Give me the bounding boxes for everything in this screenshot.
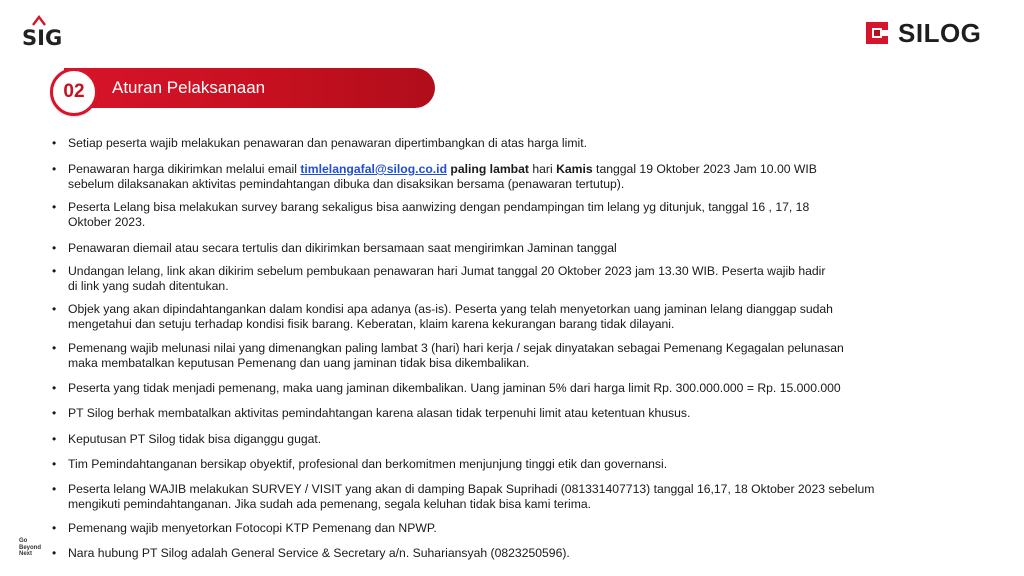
list-item-text: hari (528, 162, 557, 176)
section-number: 02 (63, 81, 85, 102)
section-header-bar (64, 68, 435, 108)
list-item (52, 406, 972, 421)
silog-logo-text: SILOG (898, 17, 982, 48)
list-item (52, 162, 972, 191)
list-item-text: Objek yang akan dipindahtangankan dalam kondisi apa adanya (as-is). Peserta yang telah menyetorkan uang jaminan lelang dianggap sudah (68, 302, 833, 316)
bullet-dot: • (52, 241, 57, 255)
list-item (52, 546, 972, 561)
bullet-dot: • (52, 264, 57, 278)
bullet-dot: • (52, 136, 57, 150)
sig-logo-text: SIG (22, 26, 63, 50)
list-item (52, 264, 972, 293)
footer-tagline-line: Beyond (19, 544, 42, 551)
list-item-text: Undangan lelang, link akan dikirim sebelum pembukaan penawaran hari Jumat tanggal 20 Oktober 2023 jam 13.30 WIB. Peserta wajib hadir (68, 264, 826, 278)
bullet-dot: • (52, 521, 57, 535)
bullet-dot: • (52, 482, 57, 496)
footer-tagline-line: Next (19, 551, 33, 557)
deadline-emphasis: paling lambat (450, 162, 529, 176)
bullet-dot: • (52, 162, 57, 176)
list-item-text: Peserta yang tidak menjadi pemenang, maka uang jaminan dikembalikan. Uang jaminan 5% dari harga limit Rp. 300.000.000 = Rp. 15.000.000 (68, 381, 841, 395)
list-item-text: Pemenang wajib menyetorkan Fotocopi KTP Pemenang dan NPWP. (68, 521, 437, 535)
bullet-dot: • (52, 406, 57, 420)
list-item (52, 521, 972, 536)
list-item-text-line2: mengetahui dan setuju terhadap kondisi fisik barang. Keberatan, klaim karena kekurangan barang tidak dilayani. (68, 316, 675, 331)
list-item-text: Peserta lelang WAJIB melakukan SURVEY / VISIT yang akan di damping Bapak Suprihadi (081331407713) tanggal 16,17, 18 Oktober 2023 sebelum (68, 482, 875, 496)
sig-logo (22, 14, 78, 50)
list-item (52, 341, 972, 370)
list-item (52, 136, 972, 151)
list-item-text-line2: sebelum dilaksanakan aktivitas pemindahtangan dibuka dan disaksikan bersama (penawaran tertutup). (68, 176, 625, 191)
sig-logo-icon (32, 14, 46, 26)
list-item-text-line2: Oktober 2023. (68, 214, 146, 229)
day-emphasis: Kamis (556, 162, 593, 176)
silog-logo-icon (862, 18, 892, 48)
list-item-text: Peserta Lelang bisa melakukan survey barang sekaligus bisa aanwizing dengan pendampingan tim lelang yg ditunjuk, tanggal 16 , 17, 18 (68, 200, 810, 214)
list-item-text: PT Silog berhak membatalkan aktivitas pemindahtangan karena alasan tidak terpenuhi limit atau ketentuan khusus. (68, 406, 691, 420)
bullet-dot: • (52, 200, 57, 214)
list-item-text-line2: mengikuti pemindahtanganan. Jika sudah ada pemenang, segala keluhan tidak bisa kami terima. (68, 496, 592, 511)
section-title: Aturan Pelaksanaan (112, 78, 266, 97)
footer-tagline (19, 538, 41, 558)
bullet-dot: • (52, 381, 57, 395)
list-item-text: Penawaran diemail atau secara tertulis dan dikirimkan bersamaan saat mengirimkan Jaminan tanggal (68, 241, 617, 255)
section-number-badge (50, 68, 98, 116)
list-item-text: tanggal 19 Oktober 2023 Jam 10.00 WIB (592, 162, 817, 176)
list-item-text: Nara hubung PT Silog adalah General Service & Secretary a/n. Suhariansyah (0823250596). (68, 546, 570, 560)
email-link[interactable]: timlelangafal@silog.co.id (300, 162, 448, 176)
list-item (52, 381, 972, 396)
list-item-text: Pemenang wajib melunasi nilai yang dimenangkan paling lambat 3 (hari) hari kerja / sejak dinyatakan sebagai Pemenang Kegagalan pelunasan (68, 341, 844, 355)
list-item (52, 200, 972, 229)
list-item-text: Penawaran harga dikirimkan melalui email (68, 162, 301, 176)
silog-logo (862, 16, 981, 50)
list-item-text: Tim Pemindahtanganan bersikap obyektif, profesional dan berkomitmen menjunjung tinggi etik dan governansi. (68, 457, 668, 471)
bullet-dot: • (52, 302, 57, 316)
footer-tagline-line: Go (19, 538, 28, 544)
list-item (52, 241, 972, 256)
list-item (52, 457, 972, 472)
list-item (52, 482, 972, 511)
bullet-dot: • (52, 457, 57, 471)
list-item (52, 432, 972, 447)
bullet-dot: • (52, 432, 57, 446)
bullet-dot: • (52, 546, 57, 560)
bullet-dot: • (52, 341, 57, 355)
list-item-text-line2: di link yang sudah ditentukan. (68, 278, 229, 293)
list-item-text-line2: maka membatalkan keputusan Pemenang dan uang jaminan tidak bisa dikembalikan. (68, 355, 530, 370)
list-item-text: Keputusan PT Silog tidak bisa diganggu gugat. (68, 432, 322, 446)
list-item-text: Setiap peserta wajib melakukan penawaran dan penawaran dipertimbangkan di atas harga limit. (68, 136, 587, 150)
list-item (52, 302, 972, 331)
